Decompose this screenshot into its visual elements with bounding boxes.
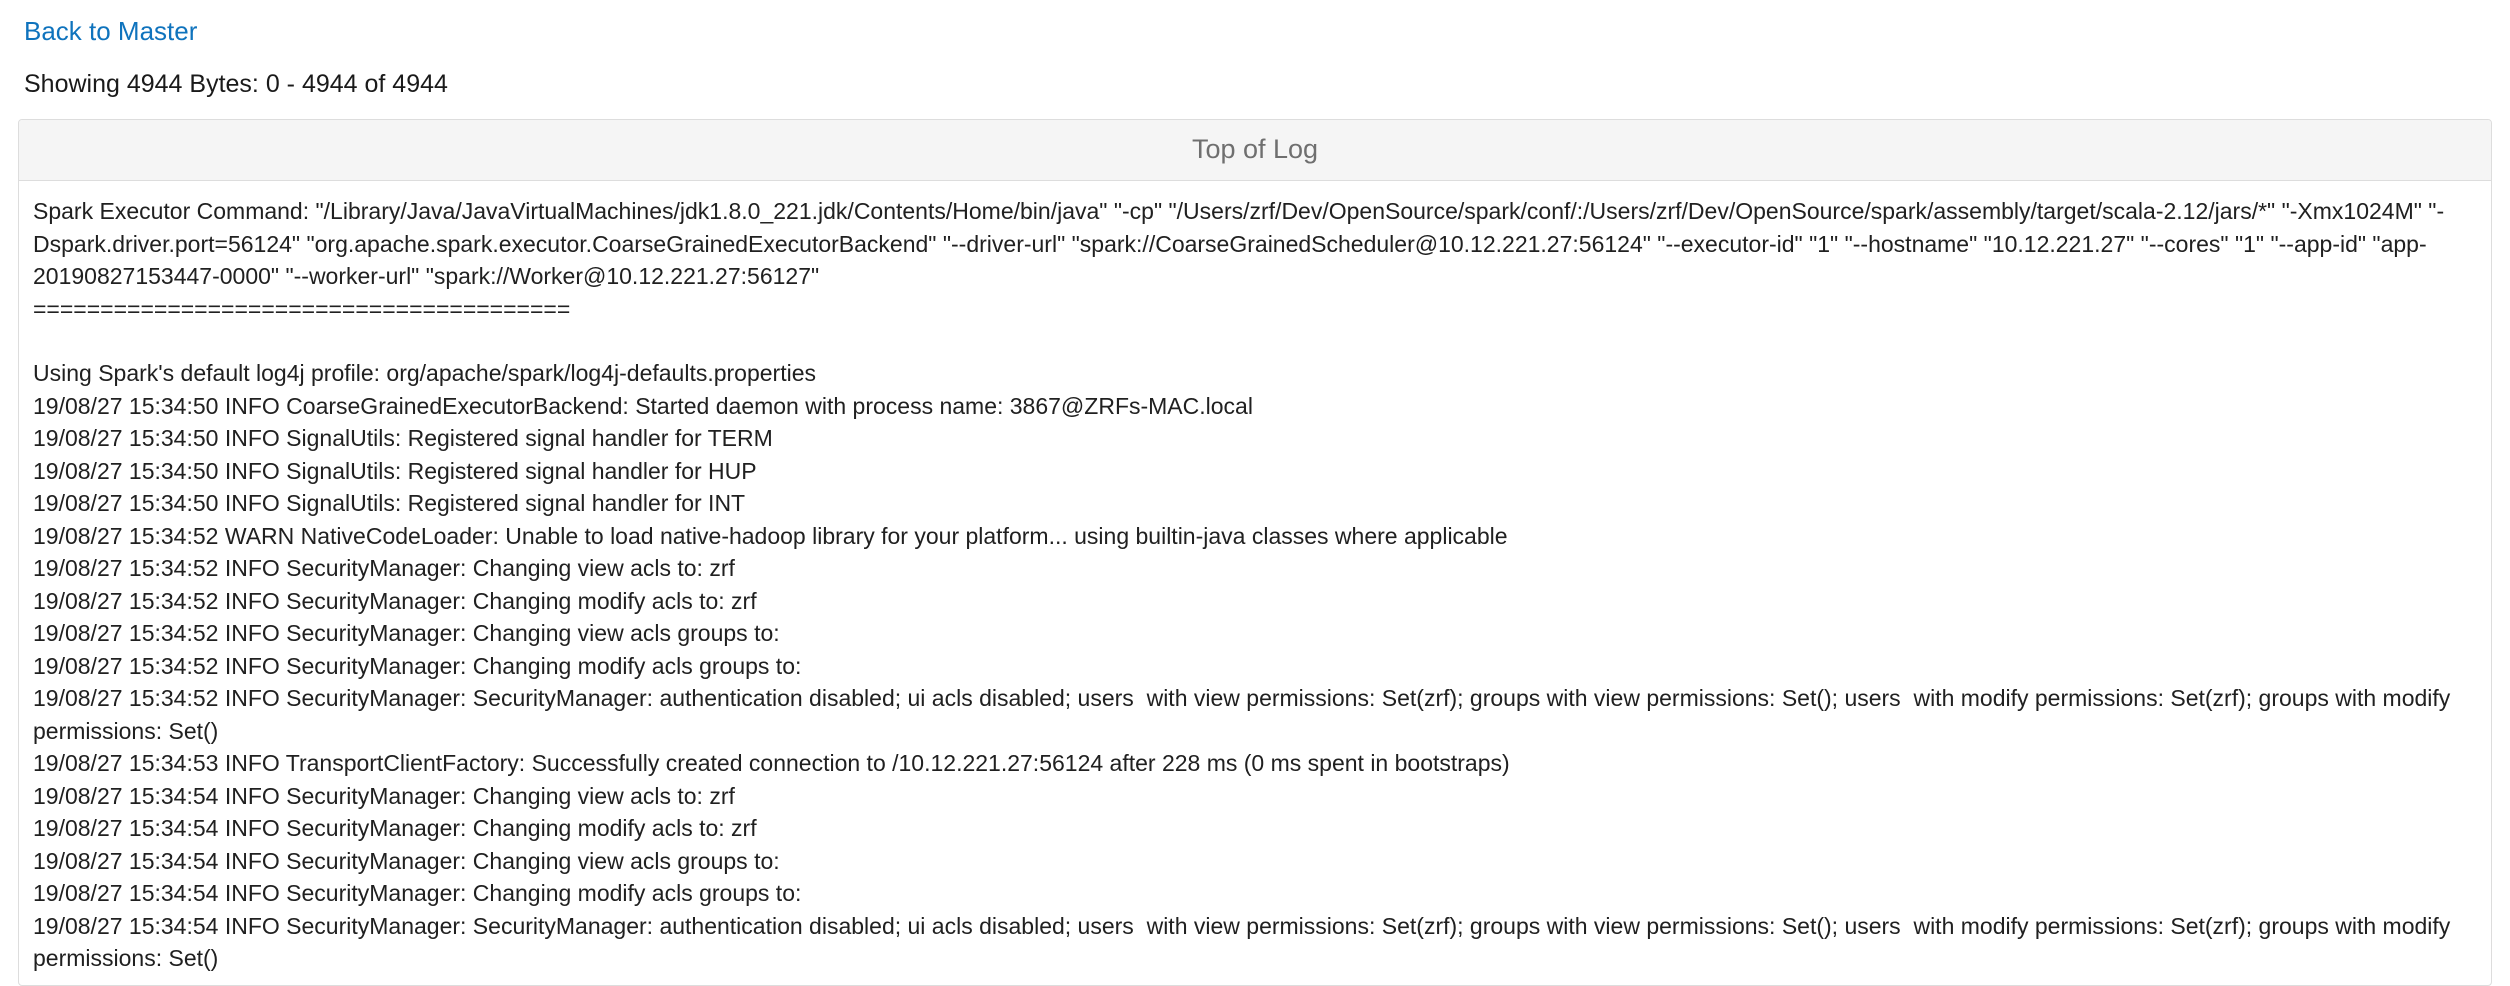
log-line: 19/08/27 15:34:50 INFO SignalUtils: Registered signal handler for HUP bbox=[33, 457, 757, 484]
log-line: 19/08/27 15:34:54 INFO SecurityManager: Changing modify acls groups to: bbox=[33, 880, 802, 907]
showing-bytes-status: Showing 4944 Bytes: 0 - 4944 of 4944 bbox=[24, 70, 448, 99]
log-line: 19/08/27 15:34:52 INFO SecurityManager: Changing view acls to: zrf bbox=[33, 555, 735, 582]
log-panel-header: Top of Log bbox=[19, 120, 2491, 181]
log-line: 19/08/27 15:34:52 INFO SecurityManager: Changing modify acls groups to: bbox=[33, 652, 802, 679]
log-line: 19/08/27 15:34:50 INFO SignalUtils: Registered signal handler for TERM bbox=[33, 425, 773, 452]
log-line: 19/08/27 15:34:53 INFO TransportClientFactory: Successfully created connection to /10.12.221.27:56124 after 228 ms (0 ms spent in bootstraps) bbox=[33, 750, 1510, 777]
back-to-master-link[interactable]: Back to Master bbox=[24, 16, 198, 46]
log-line: 19/08/27 15:34:52 INFO SecurityManager: Changing view acls groups to: bbox=[33, 620, 780, 647]
log-line: 19/08/27 15:34:54 INFO SecurityManager: SecurityManager: authentication disabled; ui acls disabled; users with view permissions: Set(zrf); groups with view permissions: Set(); users with modify permissions: Set(zrf); groups with modify permissions: Set() bbox=[33, 912, 2457, 972]
log-line: 19/08/27 15:34:52 WARN NativeCodeLoader: Unable to load native-hadoop library for your platform... using builtin-java classes where applicable bbox=[33, 522, 1508, 549]
log-content[interactable] bbox=[19, 181, 2491, 985]
log-line: 19/08/27 15:34:50 INFO CoarseGrainedExecutorBackend: Started daemon with process name: 3867@ZRFs-MAC.local bbox=[33, 392, 1253, 419]
log-line: ======================================== bbox=[33, 295, 571, 322]
log-line: 19/08/27 15:34:54 INFO SecurityManager: Changing modify acls to: zrf bbox=[33, 815, 757, 842]
log-line: Using Spark's default log4j profile: org/apache/spark/log4j-defaults.properties bbox=[33, 360, 816, 387]
log-panel bbox=[18, 119, 2492, 986]
log-line: Spark Executor Command: "/Library/Java/JavaVirtualMachines/jdk1.8.0_221.jdk/Contents/Home/bin/java" "-cp" "/Users/zrf/Dev/OpenSource/spark/conf/:/Users/zrf/Dev/OpenSource/spark/assembly/target/scala-2.12/jars/*" "-Xmx1024M" "-Dspark.driver.port=56124" "org.apache.spark.executor.CoarseGrainedExecutorBackend" "--driver-url" "spark://CoarseGrainedScheduler@10.12.221.27:56124" "--executor-id" "1" "--hostname" "10.12.221.27" "--cores" "1" "--app-id" "app-20190827153447-0000" "--worker-url" "spark://Worker@10.12.221.27:56127" bbox=[33, 198, 2445, 290]
log-line: 19/08/27 15:34:54 INFO SecurityManager: Changing view acls to: zrf bbox=[33, 782, 735, 809]
log-line: 19/08/27 15:34:52 INFO SecurityManager: SecurityManager: authentication disabled; ui acls disabled; users with view permissions: Set(zrf); groups with view permissions: Set(); users with modify permissions: Set(zrf); groups with modify permissions: Set() bbox=[33, 685, 2457, 744]
log-line: 19/08/27 15:34:52 INFO SecurityManager: Changing modify acls to: zrf bbox=[33, 587, 757, 614]
log-line bbox=[33, 325, 2481, 357]
log-line: 19/08/27 15:34:54 INFO SecurityManager: Changing view acls groups to: bbox=[33, 847, 780, 874]
log-line: 19/08/27 15:34:50 INFO SignalUtils: Registered signal handler for INT bbox=[33, 490, 746, 517]
